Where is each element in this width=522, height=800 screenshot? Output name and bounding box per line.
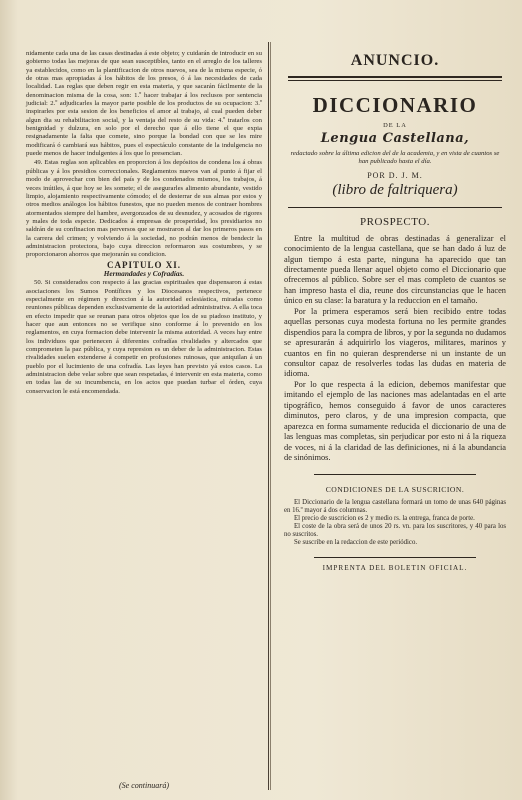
prospecto-heading: PROSPECTO. (360, 215, 430, 228)
condition-2: El precio de suscricion es 2 y medio rs. la entrega, franca de porte. (294, 514, 475, 522)
rule-top-thick (288, 76, 502, 78)
right-column (284, 50, 506, 790)
left-paragraph-2: 49. Estas reglas son aplicables en proporcion á los depósitos de condena los á obras públicas y á los presidios correccionales. Reglamentos nuevos van al punto á fijar el modo de aprovechar con bien del país y de los condenados mismos, los trabajos, á veces inútiles, á que hoy se les somete; el de asegurarles alimento abundante, vestido limpio, alojamiento respectivamente cómodo; el de desterrar de sus almas por estos y otros medios análogos los hábitos funestos, que no pueden menos de contraer hombres atormentados siempre del hambre, avergonzados de su desnudez, y acosados de rigores y males de toda especie. Dedicados á empresas de prosperidad, los presidiarios no saldrán de su confinacion mas perversos que se mostraron al dar los primeros pasos en la carrera del crimen; y volviendo á la sociedad, no podrán menos de bendecir la administracion protectora, bajo cuya direccion reformaron sus costumbres, y se proporcionaron ahorros que mejorarán su condicion. (26, 159, 262, 259)
chapter-title: CAPITULO XI. (106, 259, 181, 270)
condition-3: El coste de la obra será de unos 20 rs. vn. para los suscritores, y 40 para los no suscritos. (284, 522, 506, 538)
redactado-note: redactado sobre la última edicion del de la academia, y en vista de cuantos se han publicado hasta el día. (290, 150, 500, 165)
condition-1: El Diccionario de la lengua castellana formará un tomo de unas 640 páginas en 16.º mayor á dos columnas. (284, 498, 506, 514)
author-line: POR D. J. M. (367, 170, 423, 180)
left-paragraph-3: 50. Si considerados con respecto á las gracias espirituales que dispensaron á estas asociaciones los Sumos Pontífices y los Diocesanos respectivos, pertenece especialmente en régimen y direccion á la autoridad eclesiástica, miradas como reuniones públicas dependen exclusivamente de la autoridad administrativa. A ella toca en efecto impedir que se reunan para otros objetos que los de su piadoso instituto, y hacer que aun entonces no se verifique sino conforme á lo prevenido en los reglamentos, en cuya formacion debe intervenir la misma autoridad. A veces hay entre los individuos que pertenecen á diferentes cofradías rivalidades y altercados que comprometen la paz pública, y cuya represion es un deber de la administracion. Estas rivalidades suelen extenderse á competir en profusiones ruinosas, que aniquilan á un pueblo por el lucimiento de una cofradía. Las leyes han previsto yá estos casos. La administracion debe velar sobre que sean respetadas, é intervenir en esta materia, como en todas las de su incumbencia, en los actos que puedan turbar el órden, cuya conservacion le está encomendada. (26, 279, 262, 395)
condition-4: Se suscribe en la redaccion de este periódico. (294, 539, 418, 547)
column-divider (268, 42, 269, 790)
conditions-text (284, 499, 506, 548)
prospecto-paragraph-3: Por lo que respecta á la edicion, debemos manifestar que imitando el ejemplo de las naciones mas adelantadas en el arte tipográfico, hemos conseguido á favor de unos caracteres diminutos, pero claros, y de una impresion compacta, que aparezca en forma sumamente reducida el diccionario de una de las lenguas mas completas, sin perjudicar por esto ni á la riqueza de voces, ni á la claridad de las definiciones, ni á la abundancia de sinónimos. (284, 379, 506, 463)
imprenta-line: IMPRENTA DEL BOLETIN OFICIAL. (322, 564, 468, 573)
dictionary-title: DICCIONARIO (312, 93, 478, 117)
rule-conditions (314, 474, 476, 475)
rule-mid (288, 207, 502, 208)
rule-top-thin (288, 80, 502, 81)
left-column (26, 50, 262, 790)
conditions-heading: CONDICIONES DE LA SUSCRICION. (325, 484, 465, 494)
left-paragraph-1: nidamente cada una de las casas destinadas á este objeto; y cuidarán de introducir en su gobierno todas las mejoras de que sean susceptibles, tanto en el arreglo de los talleres ya establecidos, como en la plantificacion de otros nuevos, sea de la misma especie, ó de otras mas apropiadas á los hábitos de los presos, ó á las necesidades de cada localidad. Las reglas que deben regir en esta materia, y que sacarán fácilmente de la denominacion misma de la cosa, son: 1.º hacer trabajar á los reclusos por sentencia judicial: 2.º adjudicarles la mayor parte posible de los productos de su ocupacion: 3.º inspirarles por esta sesion de los beneficios el amor al trabajo, al cual pueden deber algun dia su rehabilitacion social, y la ventaja del resto de su vida: 4.º tratarlos con benignidad y dulzura, en solo por el derecho que á ello tiene el que expia resignadamente la falta que comete, sino porque la bondad con que se les mire modificará ó cambiará sus hábitos, pues el espectáculo constante de la indulgencia no puede menos de hacer indulgentes á los que lo presencian. (26, 50, 262, 158)
prospecto-text (284, 234, 506, 464)
de-la-label: DE LA (383, 122, 407, 129)
prospecto-paragraph-2: Por la primera esperamos será bien recibido entre todas aquellas personas cuya modesta fortuna no les permite grandes dispendios para la compra de libros, y por la segunda no dudamos se apresurarán á adquirirlo los viageros, militares, marinos y cuantos en fin no quieran desprenderse ni un instante de un consultor capaz de resolverles todas las dudas en materia de idioma. (284, 306, 506, 379)
rule-bottom (314, 557, 476, 558)
chapter-subtitle: Hermandades y Cofradías. (103, 268, 185, 278)
lengua-castellana-title: Lengua Castellana, (320, 131, 470, 146)
continued-note: (Se continuará) (119, 781, 169, 790)
prospecto-paragraph-1: Entre la multitud de obras destinadas á generalizar el conocimiento de la lengua castellana, que se han dado á luz de algun tiempo á esta parte, ninguna ha aparecido que tan directamente pueda llenar aquel objeto como el Diccionario que ofrecemos al público. Sobre ser el mas completo de cuantos se han impreso hasta el dia, reune dos circunstancias que le hacen único en su clase: la baratura y la reduccion en el tamaño. (284, 233, 506, 306)
libro-subtitle: (libro de faltriquera) (332, 181, 458, 198)
anuncio-heading: ANUNCIO. (350, 52, 440, 69)
